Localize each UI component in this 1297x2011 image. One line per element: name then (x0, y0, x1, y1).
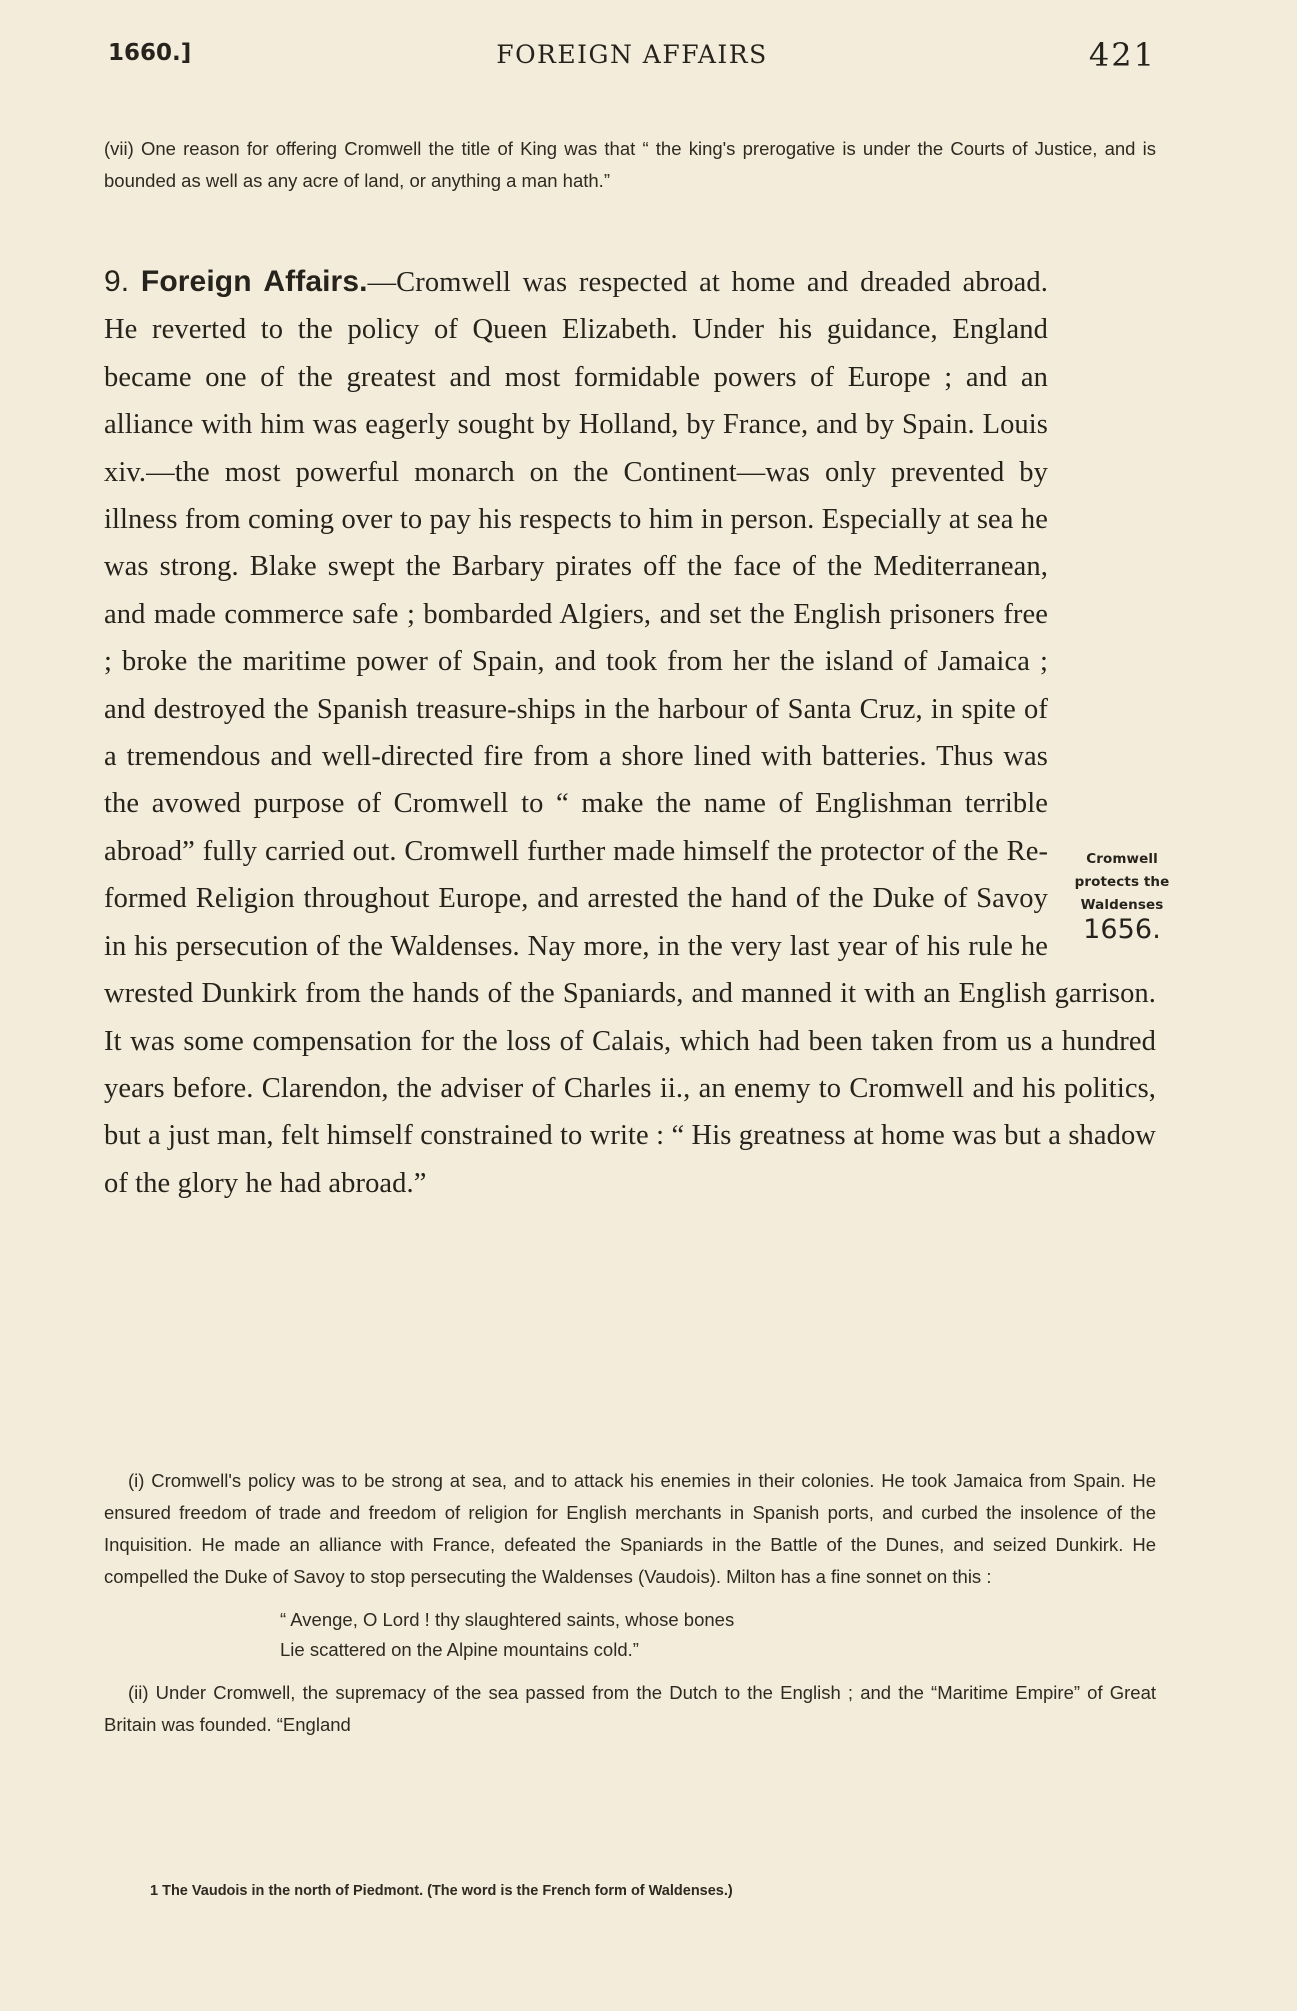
section-paragraph: —Cromwell was respected at home and dreaded abroad. He reverted to the policy of Queen Elizabeth. Under his guidance, England became one of the greatest and most formidable powers of Europe ; and an alliance with him was eagerly sought by Holland, by France, and by Spain. Louis xiv.—the most powerful monarch on the Continent—was only prevented by illness from coming over to pay his respects to him in person. Especially at sea he was strong. Blake swept the Barbary pirates off the face of the Mediterranean, and made commerce safe ; bombarded Algiers, and set the English prisoners free ; broke the maritime power of Spain, and took from her the island of Jamaica ; and destroyed the Spanish treasure-ships in the harbour of Santa Cruz, in spite of a tremendous and well-directed fire from a shore lined with batteries. Thus was the avowed purpose of Cromwell to “ make the name of Englishman terrible abroad” fully carried out. Cromwell further made himself the protector of the Reformed Religion throughout Europe, and arrested the hand of the Duke of Savoy in his persecution of the Waldenses. Nay more, in the very last year of his rule he wrested Dunkirk from the hands of the Spaniards, and manned it with an English garrison. It was some compensation for the loss of Calais, which had been taken from us a hundred years before. Clarendon, the adviser of Charles ii., an enemy to Cromwell and his politics, but a just man, felt himself constrained to write : “ His greatness at home was but a shadow of the glory he had abroad.” (104, 267, 1156, 1199)
footnote: 1 The Vaudois in the north of Piedmont. (The word is the French form of Waldenses.) (150, 1883, 733, 1899)
marginal-note-text: Cromwell protects the Waldenses (1074, 851, 1170, 913)
section-heading: Foreign Affairs. (140, 265, 368, 298)
marginal-note (1058, 848, 1186, 945)
poem-line: Lie scattered on the Alpine mountains cold.” (280, 1639, 639, 1660)
note-vii: (vii) One reason for offering Cromwell the title of King was that “ the king's prerogative is under the Courts of Justice, and is bounded as well as any acre of land, or anything a man hath.” (104, 137, 1156, 191)
header-title: FOREIGN AFFAIRS (496, 40, 768, 69)
note-i: (i) Cromwell's policy was to be strong at sea, and to attack his enemies in their colonies. He took Jamaica from Spain. He ensured freedom of trade and freedom of religion for English merchants in Spanish ports, and curbed the insolence of the Inquisition. He made an alliance with France, defeated the Spaniards in the Battle of the Dunes, and seized Dunkirk. He compelled the Duke of Savoy to stop persecuting the Waldenses (Vaudois). Milton has a fine sonnet on this : (104, 1470, 1156, 1587)
running-header (108, 36, 1156, 80)
section-number: 9. (104, 265, 130, 298)
header-year: 1660.] (108, 40, 192, 66)
milton-quote (280, 1605, 1156, 1665)
note-ii: (ii) Under Cromwell, the supremacy of the sea passed from the Dutch to the English ; and the “Maritime Empire” of Great Britain was founded. “England (104, 1682, 1156, 1735)
page-number: 421 (1088, 36, 1156, 74)
marginal-note-year: 1656. (1083, 914, 1161, 945)
poem-line: “ Avenge, O Lord ! thy slaughtered saints, whose bones (280, 1609, 735, 1630)
section-9-body (104, 258, 1170, 1207)
study-notes (104, 1465, 1156, 1741)
